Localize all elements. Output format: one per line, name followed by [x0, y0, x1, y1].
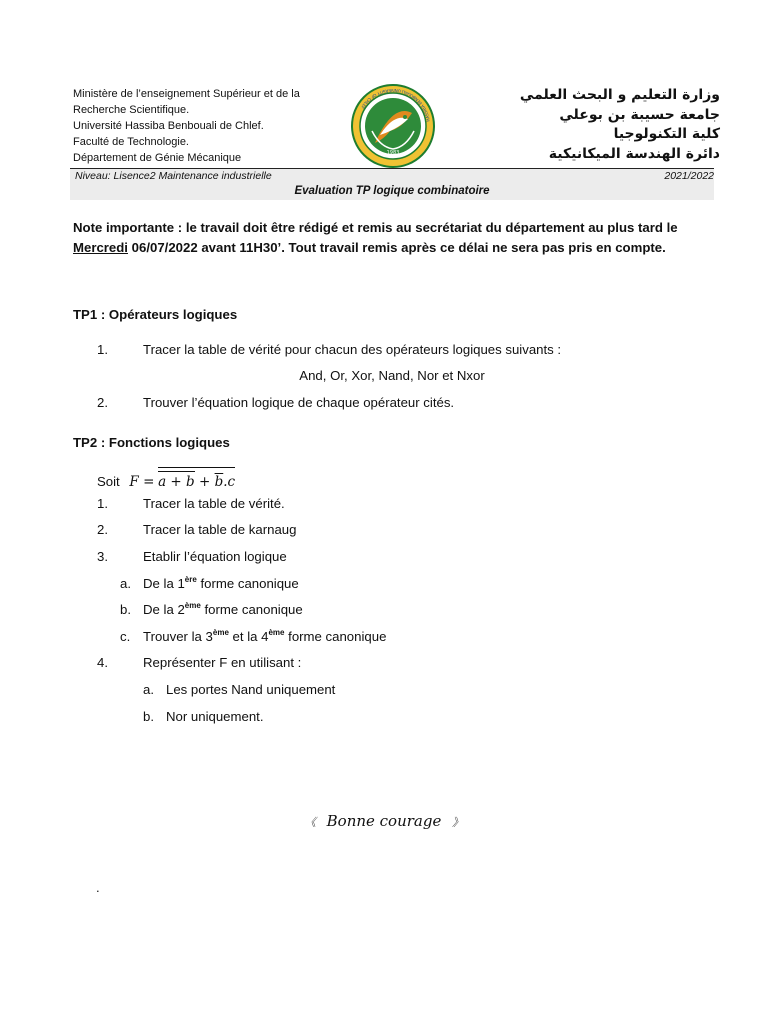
formula-b-bar: $\overline{b}$ [214, 474, 224, 490]
sub-4b-number: b. [143, 709, 154, 724]
sub-3a-pre: De la 1 [143, 576, 185, 591]
sub-3c-sup-2: ème [268, 628, 285, 637]
soit-label: Soit [97, 474, 120, 489]
formula-plus-1: + [166, 474, 187, 490]
tp2-item-3-text: Etablir l’équation logique [143, 549, 287, 564]
level-text: Niveau: Lisence2 Maintenance industrielle [75, 170, 272, 182]
tp1-item-1-number: 1. [97, 342, 108, 357]
document-title: Evaluation TP logique combinatoire [70, 183, 714, 200]
tp2-title: TP2 : Fonctions logiques [73, 435, 230, 450]
tp2-item-2-text: Tracer la table de karnaug [143, 522, 297, 537]
formula-a: a [158, 474, 167, 490]
tp1-item-2-text: Trouver l’équation logique de chaque opérateur cités. [143, 395, 455, 410]
sub-3c-mid: et la 4 [228, 629, 269, 644]
trailing-dot: . [96, 880, 100, 895]
ministry-line-2: Recherche Scientifique. [73, 104, 190, 116]
arabic-department: دائرة الهندسة الميكانيكية [548, 145, 720, 162]
header-left-institution [73, 86, 343, 166]
sub-3c-post: forme canonique [284, 629, 387, 644]
formula-outer-overline [158, 467, 235, 490]
formula-dot-c: .c [223, 474, 236, 490]
university-line: Université Hassiba Benbouali de Chlef. [73, 120, 264, 132]
tp2-item-2 [97, 522, 296, 538]
sub-4b-text: Nor uniquement. [166, 709, 264, 724]
important-note [73, 218, 713, 258]
tp2-sub-3c [120, 629, 386, 645]
sub-3c-number: c. [120, 629, 131, 644]
sub-3b-number: b. [120, 602, 131, 617]
tp2-item-1 [97, 496, 285, 512]
tp2-item-4-number: 4. [97, 655, 108, 670]
department-line: Département de Génie Mécanique [73, 152, 242, 164]
tp1-item-1 [97, 342, 561, 358]
sub-3c-sup-1: ème [212, 628, 229, 637]
academic-year: 2021/2022 [664, 170, 714, 182]
tp1-title: TP1 : Opérateurs logiques [73, 307, 238, 322]
university-logo [350, 83, 436, 169]
header-right-arabic [500, 86, 720, 164]
sub-4a-number: a. [143, 682, 154, 697]
tp2-sub-4a [143, 682, 335, 698]
sub-3a-number: a. [120, 576, 131, 591]
tp2-item-1-number: 1. [97, 496, 108, 511]
tp2-formula-line [97, 467, 235, 490]
closing-close-mark: 》 [452, 816, 464, 829]
tp1-operators-list: And, Or, Xor, Nand, Nor et Nxor [299, 368, 485, 383]
formula-b: b [186, 474, 195, 490]
tp1-item-2-number: 2. [97, 395, 108, 410]
sub-3a-sup: ère [184, 575, 197, 584]
sub-3b-pre: De la 2 [143, 602, 185, 617]
formula-lhs: F = [129, 474, 155, 490]
arabic-university: جامعة حسيبة بن بوعلي [559, 106, 720, 123]
sub-3b-post: forme canonique [200, 602, 303, 617]
arabic-faculty: كلية التكنولوجيا [613, 126, 720, 142]
closing-text: Bonne courage [326, 812, 442, 830]
ministry-line-1: Ministère de l’enseignement Supérieur et de la [73, 88, 300, 100]
sub-4a-text: Les portes Nand uniquement [166, 682, 336, 697]
note-part-1: Note importante : le travail doit être rédigé et remis au secrétariat du département au plus tard le [73, 220, 678, 235]
formula-plus-2: + [194, 474, 215, 490]
faculty-line: Faculté de Technologie. [73, 136, 189, 148]
closing-open-mark: 《 [304, 816, 316, 829]
tp2-sub-3b [120, 602, 303, 618]
tp1-item-1-text: Tracer la table de vérité pour chacun des opérateurs logiques suivants : [143, 342, 562, 357]
sub-3c-pre: Trouver la 3 [143, 629, 213, 644]
level-band [70, 168, 714, 183]
tp2-item-1-text: Tracer la table de vérité. [143, 496, 285, 511]
tp2-item-3-number: 3. [97, 549, 108, 564]
sub-3a-post: forme canonique [196, 576, 299, 591]
svg-text:HASSIBA BENBOUALI UNIVERSITY O: HASSIBA BENBOUALI UNIVERSITY OF CHLEF [359, 87, 431, 123]
svg-text:1983: 1983 [386, 150, 400, 156]
tp2-item-4-text: Représenter F en utilisant : [143, 655, 302, 670]
tp2-item-3 [97, 549, 287, 565]
tp2-sub-4b [143, 709, 264, 725]
arabic-ministry: وزارة التعليم و البحث العلمي [519, 87, 720, 103]
tp2-item-2-number: 2. [97, 522, 108, 537]
tp2-sub-3a [120, 576, 299, 592]
note-part-2: 06/07/2022 avant 11H30’. Tout travail remis après ce délai ne sera pas pris en compte. [127, 240, 666, 255]
formula-inner-overline [158, 471, 195, 490]
note-deadline-day: Mercredi [73, 240, 128, 255]
closing-wish [0, 812, 768, 830]
sub-3b-sup: ème [184, 601, 201, 610]
tp1-item-2 [97, 395, 454, 411]
tp2-item-4 [97, 655, 301, 671]
